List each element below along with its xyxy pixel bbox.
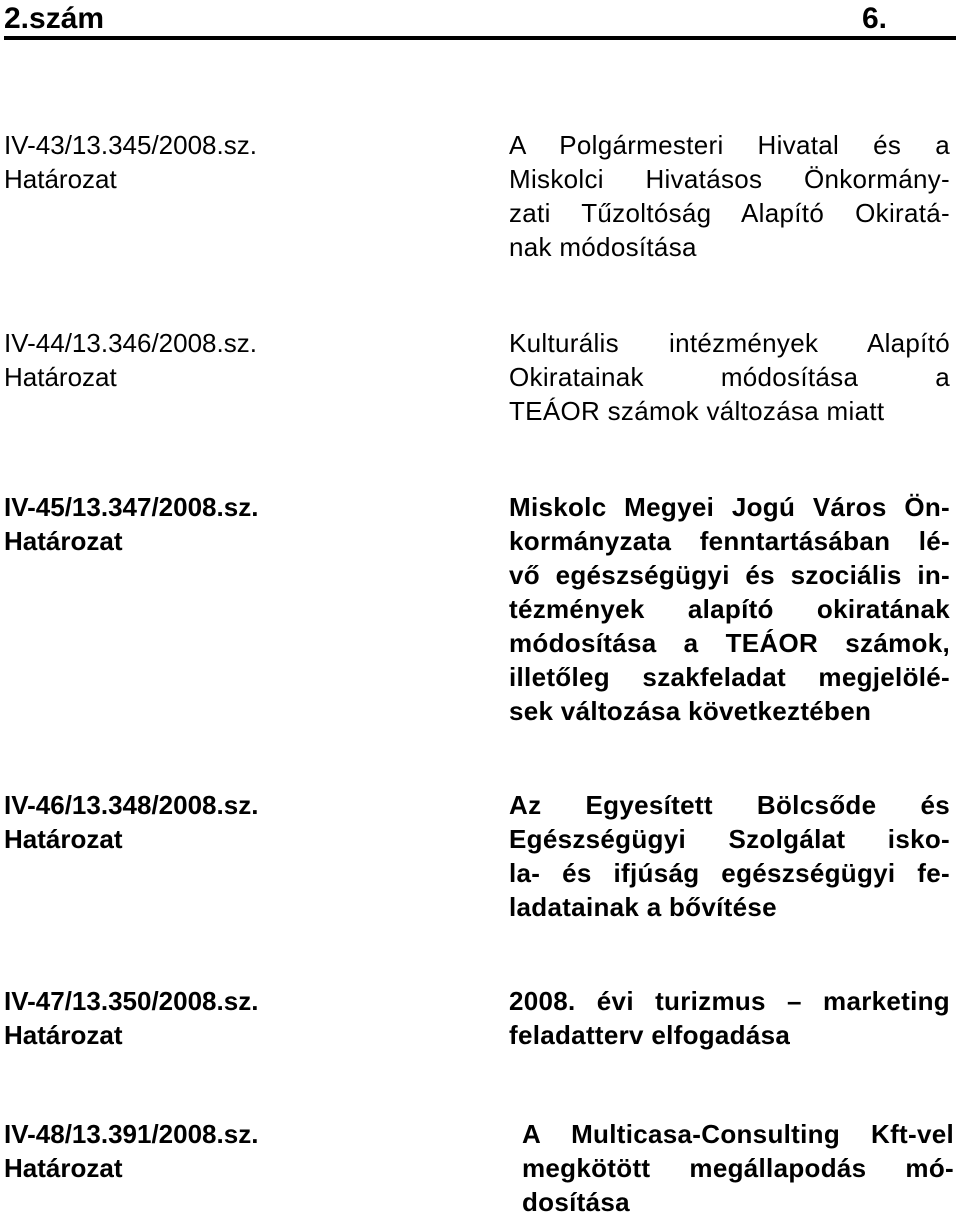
resolution-title xyxy=(509,326,950,428)
title-line: Miskolci Hivatásos Önkormány- xyxy=(509,164,950,194)
title-line: Miskolc Megyei Jogú Város Ön- xyxy=(509,492,950,522)
resolution-title xyxy=(509,788,950,924)
title-line: feladatterv elfogadása xyxy=(509,1020,791,1050)
title-line: 2008. évi turizmus – marketing xyxy=(509,986,950,1016)
resolution-number: IV-44/13.346/2008.sz. xyxy=(4,328,257,358)
issue-number: 2.szám xyxy=(4,2,105,35)
title-line: tézmények alapító okiratának xyxy=(509,594,950,624)
resolution-title xyxy=(522,1117,954,1219)
resolution-type: Határozat xyxy=(4,1020,123,1050)
title-line: A Polgármesteri Hivatal és a xyxy=(509,130,950,160)
resolution-type: Határozat xyxy=(4,824,123,854)
resolution-type: Határozat xyxy=(4,362,117,392)
resolution-id-block xyxy=(4,490,424,558)
title-line: Okiratainak módosítása a xyxy=(509,362,950,392)
title-line: vő egészségügyi és szociális in- xyxy=(509,560,950,590)
resolution-type: Határozat xyxy=(4,526,123,556)
resolution-title xyxy=(509,490,950,728)
title-line: Egészségügyi Szolgálat isko- xyxy=(509,824,950,854)
resolution-type: Határozat xyxy=(4,164,117,194)
title-line: Kulturális intézmények Alapító xyxy=(509,328,950,358)
resolution-id-block xyxy=(4,128,424,196)
title-line: sek változása következtében xyxy=(509,696,872,726)
title-line: TEÁOR számok változása miatt xyxy=(509,396,885,426)
title-line: ladatainak a bővítése xyxy=(509,892,777,922)
resolution-number: IV-43/13.345/2008.sz. xyxy=(4,130,257,160)
title-line: illetőleg szakfeladat megjelölé- xyxy=(509,662,950,692)
resolution-number: IV-45/13.347/2008.sz. xyxy=(4,492,259,522)
resolution-id-block xyxy=(4,788,424,856)
title-line: nak módosítása xyxy=(509,232,697,262)
resolution-id-block xyxy=(4,326,424,394)
title-line: megkötött megállapodás mó- xyxy=(522,1153,954,1183)
resolution-id-block xyxy=(4,984,424,1052)
header-rule xyxy=(4,36,956,40)
title-line: zati Tűzoltóság Alapító Okiratá- xyxy=(509,198,950,228)
resolution-title xyxy=(509,984,950,1052)
title-line: kormányzata fenntartásában lé- xyxy=(509,526,950,556)
title-line: A Multicasa-Consulting Kft-vel xyxy=(522,1119,954,1149)
resolution-id-block xyxy=(4,1117,424,1185)
title-line: dosítása xyxy=(522,1187,630,1217)
resolution-number: IV-48/13.391/2008.sz. xyxy=(4,1119,259,1149)
resolution-number: IV-46/13.348/2008.sz. xyxy=(4,790,259,820)
title-line: la- és ifjúság egészségügyi fe- xyxy=(509,858,950,888)
title-line: Az Egyesített Bölcsőde és xyxy=(509,790,950,820)
title-line: módosítása a TEÁOR számok, xyxy=(509,628,950,658)
page-header xyxy=(0,0,960,40)
resolution-number: IV-47/13.350/2008.sz. xyxy=(4,986,259,1016)
resolution-title xyxy=(509,128,950,264)
page-number: 6. xyxy=(862,2,888,35)
resolution-type: Határozat xyxy=(4,1153,123,1183)
